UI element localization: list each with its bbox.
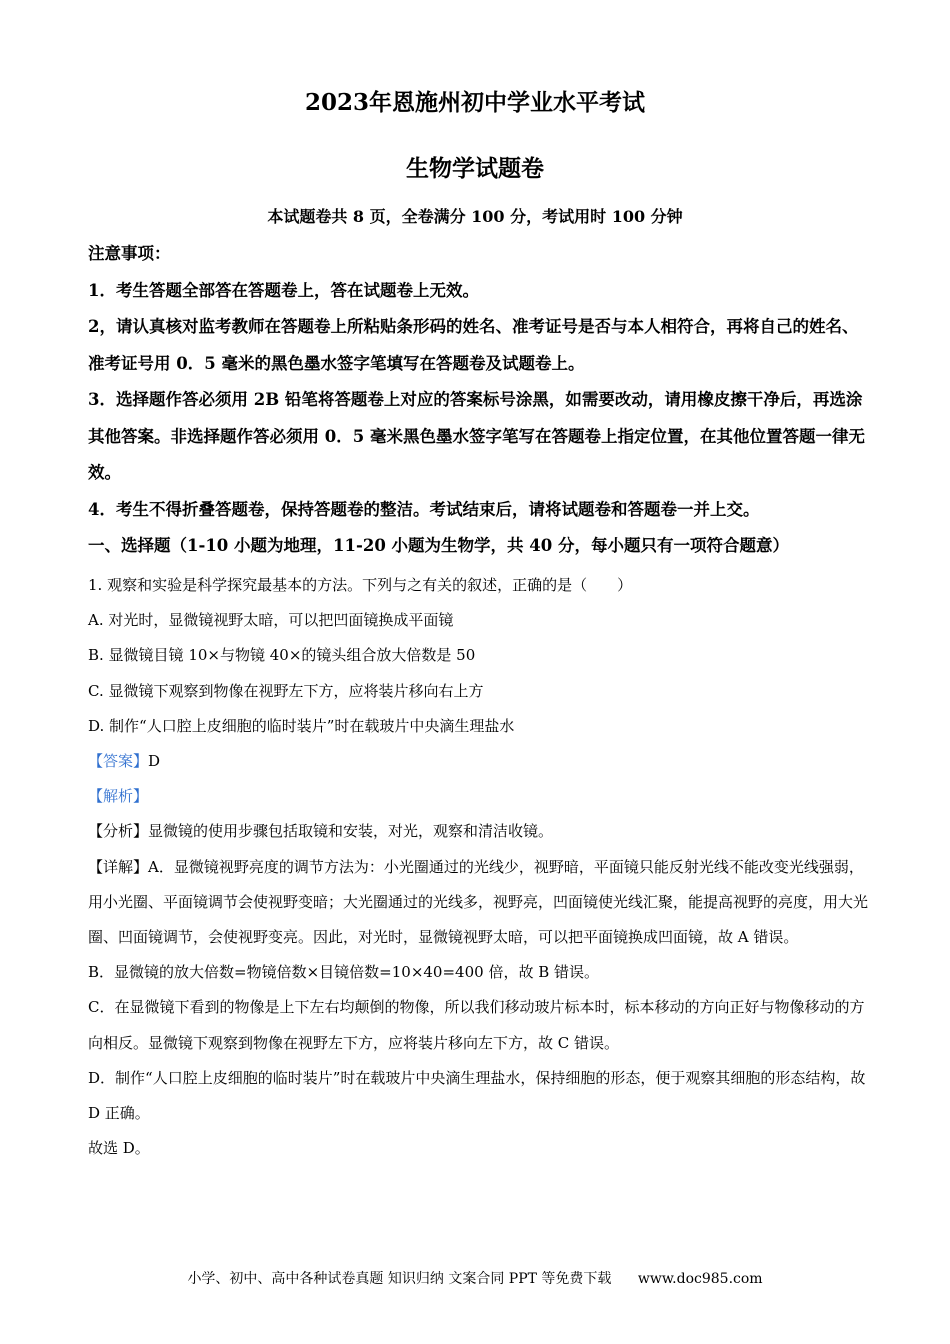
notes-section	[88, 236, 868, 565]
answer-tag: 【答案】	[88, 752, 149, 771]
option-d: D. 制作“人口腔上皮细胞的临时装片”时在载玻片中央滴生理盐水	[88, 716, 515, 735]
note-item-4: 4．考生不得折叠答题卷，保持答题卷的整洁。考试结束后，请将试题卷和答题卷一并上交。	[88, 499, 760, 519]
exam-info: 本试题卷共 8 页，全卷满分 100 分，考试用时 100 分钟	[267, 207, 683, 226]
note-item-1: 1．考生答题全部答在答题卷上，答在试题卷上无效。	[88, 280, 479, 300]
exam-subtitle: 生物学试题卷	[406, 155, 544, 182]
option-a: A. 对光时，显微镜视野太暗，可以把凹面镜换成平面镜	[88, 611, 454, 630]
page-footer	[0, 1268, 950, 1288]
option-c: C. 显微镜下观察到物像在视野左下方，应将装片移向右上方	[88, 681, 484, 700]
exam-title: 2023年恩施州初中学业水平考试	[304, 89, 645, 116]
analysis-line-6: 故选 D。	[88, 1139, 150, 1158]
analysis-line-2: 【详解】A．显微镜视野亮度的调节方法为：小光圈通过的光线少，视野暗，平面镜只能反射光线不能改变光线强弱，用小光圈、平面镜调节会使视野变暗；大光圈通过的光线多，视野亮，凹面镜使光线汇聚，能提高视野的亮度，用大光圈、凹面镜调节，会使视野变亮。因此，对光时，显微镜视野太暗，可以把平面镜换成凹面镜，故 A 错误。	[88, 857, 869, 947]
question-1	[88, 568, 868, 1166]
analysis-line-4: C．在显微镜下看到的物像是上下左右均颠倒的物像，所以我们移动玻片标本时，标本移动的方向正好与物像移动的方向相反。显微镜下观察到物像在视野左下方，应将装片移向左下方，故 C 错误。	[88, 998, 865, 1052]
analysis-line-5: D．制作“人口腔上皮细胞的临时装片”时在载玻片中央滴生理盐水，保持细胞的形态，便于观察其细胞的形态结构，故 D 正确。	[88, 1068, 866, 1123]
section-heading: 一、选择题（1-10 小题为地理，11-20 小题为生物学，共 40 分，每小题只有一项符合题意）	[88, 536, 790, 555]
note-item-2: 2，请认真核对监考教师在答题卷上所粘贴条形码的姓名、准考证号是否与本人相符合，再将自己的姓名、准考证号用 0．5 毫米的黑色墨水签字笔填写在答题卷及试题卷上。	[88, 317, 859, 373]
analysis-line-3: B．显微镜的放大倍数=物镜倍数×目镜倍数=10×40=400 倍，故 B 错误。	[88, 963, 599, 982]
analysis-tag: 【解析】	[88, 787, 149, 806]
answer-line	[88, 744, 868, 779]
question-stem: 1. 观察和实验是科学探究最基本的方法。下列与之有关的叙述，正确的是（ ）	[88, 576, 633, 594]
notes-heading: 注意事项：	[88, 244, 171, 263]
footer-text: 小学、初中、高中各种试卷真题 知识归纳 文案合同 PPT 等免费下载	[187, 1271, 612, 1287]
answer-value: D	[148, 752, 161, 771]
footer-url[interactable]: www.doc985.com	[637, 1271, 763, 1287]
note-item-3: 3．选择题作答必须用 2B 铅笔将答题卷上对应的答案标号涂黑，如需要改动，请用橡皮擦干净后，再选涂其他答案。非选择题作答必须用 0．5 毫米黑色墨水签字笔写在答题卷上指定位置，在其他位置答题一律无效。	[88, 390, 865, 482]
option-b: B. 显微镜目镜 10×与物镜 40×的镜头组合放大倍数是 50	[88, 646, 476, 665]
analysis-line-1: 【分析】显微镜的使用步骤包括取镜和安装，对光，观察和清洁收镜。	[88, 822, 554, 841]
